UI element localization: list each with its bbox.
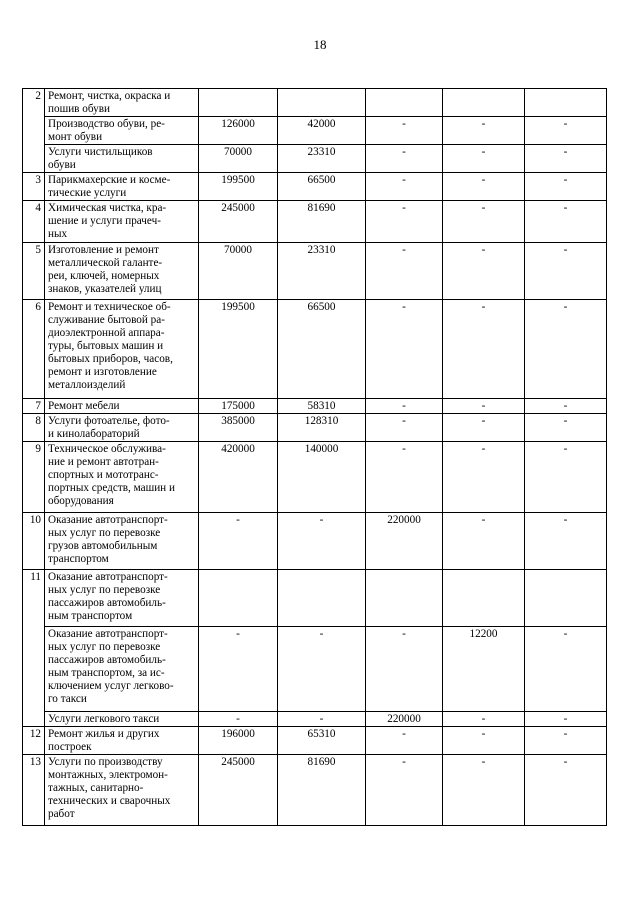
value-cell: -: [525, 201, 607, 243]
value-cell: -: [443, 442, 525, 513]
value-cell: 70000: [199, 243, 278, 300]
service-name: Ремонт и техническое об- служивание бытовой ра- диоэлектронной аппара- туры, бытовых машин и бытовых приборов, часов, ремонт и изготовление металлоизделий: [45, 300, 199, 399]
table-row: [23, 570, 607, 627]
value-cell: -: [525, 399, 607, 414]
value-cell: -: [525, 300, 607, 399]
service-name: Оказание автотранспорт- ных услуг по перевозке пассажиров автомобиль- ным транспортом, за ис- ключением услуг легково- го такси: [45, 627, 199, 712]
value-cell: -: [443, 727, 525, 755]
row-number: 5: [23, 243, 45, 300]
value-cell: -: [443, 399, 525, 414]
value-cell: -: [443, 414, 525, 442]
table-row: [23, 414, 607, 442]
row-number: 10: [23, 513, 45, 570]
row-number: 6: [23, 300, 45, 399]
value-cell: [199, 570, 278, 627]
table-row: [23, 627, 607, 712]
value-cell: -: [525, 513, 607, 570]
value-cell: 245000: [199, 755, 278, 826]
value-cell: 42000: [278, 117, 366, 145]
value-cell: -: [443, 243, 525, 300]
row-number: 9: [23, 442, 45, 513]
value-cell: 12200: [443, 627, 525, 712]
value-cell: 58310: [278, 399, 366, 414]
service-name: Оказание автотранспорт- ных услуг по перевозке грузов автомобильным транспортом: [45, 513, 199, 570]
service-name: Техническое обслужива- ние и ремонт автотран- спортных и мототранс- портных средств, машин и оборудования: [45, 442, 199, 513]
table-row: [23, 727, 607, 755]
table-row: [23, 300, 607, 399]
value-cell: -: [366, 173, 443, 201]
row-number: 11: [23, 570, 45, 727]
value-cell: 196000: [199, 727, 278, 755]
table-row: [23, 201, 607, 243]
value-cell: 199500: [199, 173, 278, 201]
service-name: Производство обуви, ре- монт обуви: [45, 117, 199, 145]
service-name: Услуги легкового такси: [45, 712, 199, 727]
value-cell: -: [366, 201, 443, 243]
row-number: 13: [23, 755, 45, 826]
value-cell: -: [525, 243, 607, 300]
value-cell: 128310: [278, 414, 366, 442]
value-cell: [525, 570, 607, 627]
value-cell: 66500: [278, 173, 366, 201]
value-cell: -: [443, 145, 525, 173]
value-cell: 420000: [199, 442, 278, 513]
value-cell: 81690: [278, 755, 366, 826]
value-cell: [366, 89, 443, 117]
value-cell: -: [525, 414, 607, 442]
value-cell: 140000: [278, 442, 366, 513]
value-cell: -: [199, 513, 278, 570]
service-name: Ремонт, чистка, окраска и пошив обуви: [45, 89, 199, 117]
value-cell: 199500: [199, 300, 278, 399]
value-cell: [199, 89, 278, 117]
service-name: Услуги чистильщиков обуви: [45, 145, 199, 173]
value-cell: -: [525, 755, 607, 826]
value-cell: -: [199, 627, 278, 712]
value-cell: 220000: [366, 513, 443, 570]
value-cell: 66500: [278, 300, 366, 399]
row-number: 7: [23, 399, 45, 414]
value-cell: 245000: [199, 201, 278, 243]
value-cell: -: [278, 627, 366, 712]
service-name: Химическая чистка, кра- шение и услуги прачеч- ных: [45, 201, 199, 243]
row-number: 12: [23, 727, 45, 755]
value-cell: -: [525, 145, 607, 173]
value-cell: -: [366, 414, 443, 442]
value-cell: 23310: [278, 243, 366, 300]
value-cell: -: [443, 117, 525, 145]
value-cell: -: [366, 727, 443, 755]
value-cell: -: [366, 399, 443, 414]
service-name: Ремонт мебели: [45, 399, 199, 414]
value-cell: -: [278, 513, 366, 570]
value-cell: 81690: [278, 201, 366, 243]
value-cell: 70000: [199, 145, 278, 173]
row-number: 2: [23, 89, 45, 173]
row-number: 3: [23, 173, 45, 201]
value-cell: -: [278, 712, 366, 727]
value-cell: 175000: [199, 399, 278, 414]
value-cell: -: [525, 117, 607, 145]
table-row: [23, 173, 607, 201]
service-name: Парикмахерские и космe- тические услуги: [45, 173, 199, 201]
value-cell: -: [199, 712, 278, 727]
value-cell: -: [443, 300, 525, 399]
value-cell: [443, 570, 525, 627]
value-cell: -: [366, 117, 443, 145]
service-name: Оказание автотранспорт- ных услуг по перевозке пассажиров автомобиль- ным транспортом: [45, 570, 199, 627]
value-cell: -: [443, 513, 525, 570]
value-cell: [366, 570, 443, 627]
service-name: Услуги по производству монтажных, электромон- тажных, санитарно- технических и сварочных работ: [45, 755, 199, 826]
value-cell: [278, 89, 366, 117]
tax-table: [22, 88, 607, 826]
value-cell: -: [525, 712, 607, 727]
table-row: [23, 513, 607, 570]
table-row: [23, 89, 607, 117]
value-cell: -: [443, 201, 525, 243]
value-cell: -: [366, 145, 443, 173]
value-cell: 65310: [278, 727, 366, 755]
row-number: 4: [23, 201, 45, 243]
table-row: [23, 399, 607, 414]
service-name: Ремонт жилья и других построек: [45, 727, 199, 755]
page-number: 18: [313, 37, 327, 52]
value-cell: -: [443, 712, 525, 727]
value-cell: -: [525, 442, 607, 513]
table-row: [23, 243, 607, 300]
value-cell: [525, 89, 607, 117]
service-name: Изготовление и ремонт металлической галанте- реи, ключей, номерных знаков, указателей улиц: [45, 243, 199, 300]
row-number: 8: [23, 414, 45, 442]
value-cell: -: [366, 755, 443, 826]
table-row: [23, 755, 607, 826]
service-name: Услуги фотоателье, фото- и кинолабораторий: [45, 414, 199, 442]
table-row: [23, 712, 607, 727]
value-cell: [443, 89, 525, 117]
value-cell: -: [366, 442, 443, 513]
value-cell: -: [366, 243, 443, 300]
value-cell: 23310: [278, 145, 366, 173]
value-cell: 385000: [199, 414, 278, 442]
value-cell: 220000: [366, 712, 443, 727]
value-cell: -: [443, 755, 525, 826]
value-cell: -: [366, 300, 443, 399]
value-cell: -: [525, 173, 607, 201]
value-cell: -: [525, 627, 607, 712]
value-cell: -: [443, 173, 525, 201]
value-cell: -: [525, 727, 607, 755]
value-cell: [278, 570, 366, 627]
table-row: [23, 145, 607, 173]
value-cell: 126000: [199, 117, 278, 145]
table-row: [23, 442, 607, 513]
table-row: [23, 117, 607, 145]
value-cell: -: [366, 627, 443, 712]
